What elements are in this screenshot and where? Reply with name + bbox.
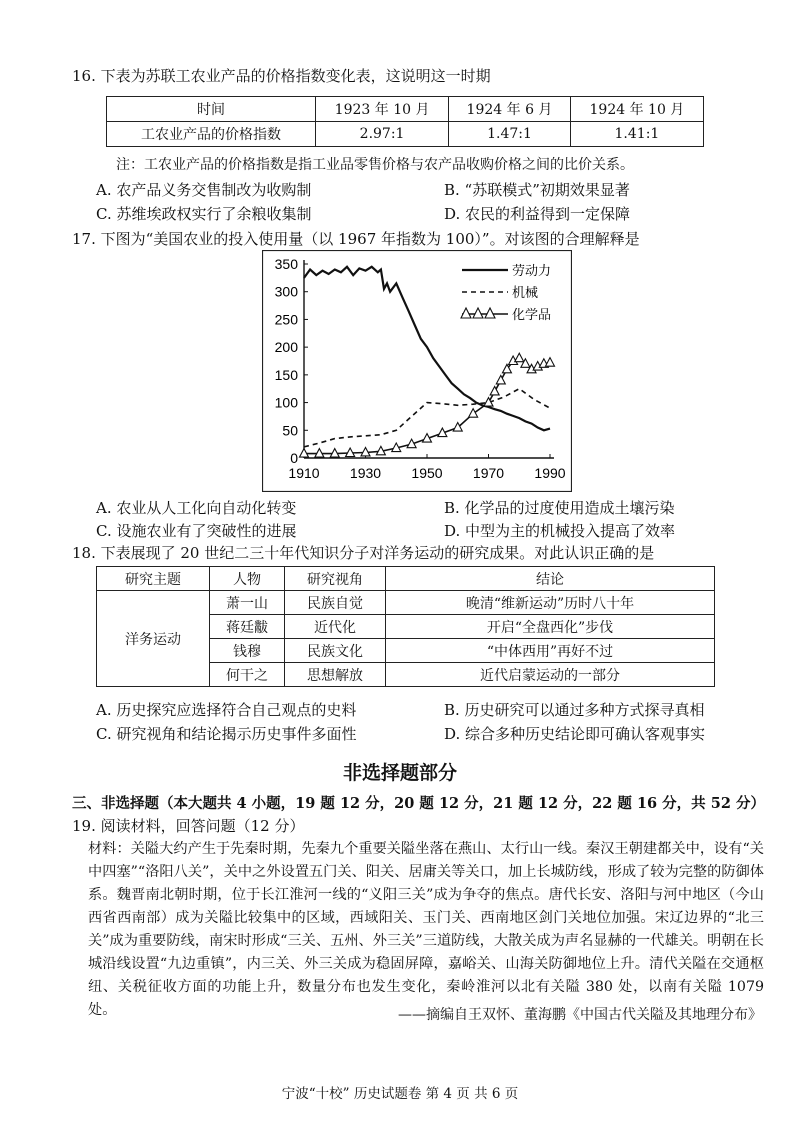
- q17-option-b: B. 化学品的过度使用造成土壤污染: [444, 499, 675, 517]
- table-cell: 近代化: [285, 615, 386, 639]
- y-tick-label: 100: [274, 394, 298, 411]
- y-tick-label: 200: [274, 339, 298, 356]
- table-cell: 萧一山: [210, 591, 285, 615]
- q18-option-d: D. 综合多种历史结论即可确认客观事实: [444, 725, 706, 743]
- q18-option-a: A. 历史探究应选择符合自己观点的史料: [96, 701, 357, 719]
- q19-citation: ——摘编自王双怀、董海鹏《中国古代关隘及其地理分布》: [398, 1007, 762, 1023]
- page-footer: 宁波“十校” 历史试题卷 第 4 页 共 6 页: [281, 1086, 519, 1102]
- table-header-cell: 1923 年 10 月: [316, 97, 449, 122]
- legend-label: 化学品: [512, 308, 552, 323]
- q16-stem: 16. 下表为苏联工农业产品的价格指数变化表，这说明这一时期: [72, 67, 491, 85]
- q19-stem: 19. 阅读材料，回答问题（12 分）: [72, 817, 305, 835]
- q19-material: 材料：关隘大约产生于先秦时期，先秦九个重要关隘坐落在燕山、太行山一线。秦汉王朝建都关中，设有“关中四塞”“洛阳八关”，关中之外设置五门关、阳关、居庸关等关口，加上长城防线，形成了较为完整的防御体系。魏晋南北朝时期，位于长江淮河一线的“义阳三关”成为争夺的焦点。唐代长安、洛阳与河中地区（今山西省西南部）成为关隘比较集中的区域，西域阳关、玉门关、西南地区剑门关地位加强。宋辽边界的“北三关”成为重要防线，南宋时形成“三关、五州、外三关”三道防线，大散关成为声名显赫的一代雄关。明朝在长城沿线设置“九边重镇”，内三关、外三关成为稳固屏障，嘉峪关、山海关防御地位上升。清代关隘在交通枢纽、关税征收方面的功能上升，数量分布也发生变化，秦岭淮河以北有关隘 380 处，以南有关隘 1079 处。: [88, 841, 764, 1018]
- q16-table: [106, 96, 704, 147]
- table-header-cell: 研究主题: [97, 567, 210, 591]
- table-cell: 民族文化: [285, 639, 386, 663]
- table-row: [107, 122, 704, 147]
- legend-label: 劳动力: [512, 264, 552, 279]
- q18-table: [96, 566, 715, 687]
- q17-option-a: A. 农业从人工化向自动化转变: [96, 499, 297, 517]
- table-header-cell: 时间: [107, 97, 316, 122]
- table-row: [97, 591, 715, 615]
- q16-option-d: D. 农民的利益得到一定保障: [444, 205, 631, 223]
- q18-option-c: C. 研究视角和结论揭示历史事件多面性: [96, 725, 357, 743]
- table-row: [107, 97, 704, 122]
- q16-option-b: B. “苏联模式”初期效果显著: [444, 181, 630, 199]
- y-tick-label: 300: [274, 283, 298, 300]
- table-header-cell: 研究视角: [285, 567, 386, 591]
- table-cell: 1.41:1: [570, 122, 703, 147]
- table-cell: 钱穆: [210, 639, 285, 663]
- table-header-cell: 1924 年 6 月: [449, 97, 571, 122]
- table-row: [97, 567, 715, 591]
- q18-option-b: B. 历史研究可以通过多种方式探寻真相: [444, 701, 705, 719]
- x-tick-label: 1950: [411, 465, 443, 481]
- q17-option-d: D. 中型为主的机械投入提高了效率: [444, 522, 676, 540]
- q17-stem: 17. 下图为“美国农业的投入使用量（以 1967 年指数为 100）”。对该图的合理解释是: [72, 230, 640, 248]
- table-cell: 开启“全盘西化”步伐: [386, 615, 715, 639]
- q16-note: 注：工农业产品的价格指数是指工业品零售价格与农产品收购价格之间的比价关系。: [116, 157, 634, 173]
- y-tick-label: 350: [274, 256, 298, 272]
- q16-option-a: A. 农产品义务交售制改为收购制: [96, 181, 312, 199]
- section-title: 非选择题部分: [342, 762, 457, 784]
- table-cell: 思想解放: [285, 663, 386, 687]
- y-tick-label: 150: [274, 366, 298, 383]
- table-cell: 何干之: [210, 663, 285, 687]
- q16-option-c: C. 苏维埃政权实行了余粮收集制: [96, 205, 312, 223]
- table-header-cell: 结论: [386, 567, 715, 591]
- table-cell: 2.97:1: [316, 122, 449, 147]
- agri-input-chart: [262, 250, 572, 492]
- q17-option-c: C. 设施农业有了突破性的进展: [96, 522, 297, 540]
- table-cell: 近代启蒙运动的一部分: [386, 663, 715, 687]
- x-tick-label: 1970: [472, 465, 505, 481]
- table-header-cell: 人物: [210, 567, 285, 591]
- legend-label: 机械: [512, 286, 539, 301]
- table-cell: 工农业产品的价格指数: [107, 122, 316, 147]
- table-cell: 蒋廷黻: [210, 615, 285, 639]
- table-cell-topic: 洋务运动: [97, 591, 210, 687]
- y-tick-label: 0: [290, 450, 298, 466]
- y-tick-label: 250: [274, 311, 298, 328]
- table-cell: 1.47:1: [449, 122, 571, 147]
- y-tick-label: 50: [282, 422, 298, 439]
- part3-heading: 三、非选择题（本大题共 4 小题，19 题 12 分，20 题 12 分，21 题 12 分，22 题 16 分，共 52 分）: [72, 795, 765, 812]
- table-cell: 晚清“维新运动”历时八十年: [386, 591, 715, 615]
- x-tick-label: 1990: [534, 465, 566, 481]
- table-cell: 民族自觉: [285, 591, 386, 615]
- q18-stem: 18. 下表展现了 20 世纪二三十年代知识分子对洋务运动的研究成果。对此认识正确的是: [72, 544, 655, 562]
- table-header-cell: 1924 年 10 月: [570, 97, 703, 122]
- x-tick-label: 1910: [288, 465, 320, 481]
- table-cell: “中体西用”再好不过: [386, 639, 715, 663]
- x-tick-label: 1930: [349, 465, 382, 481]
